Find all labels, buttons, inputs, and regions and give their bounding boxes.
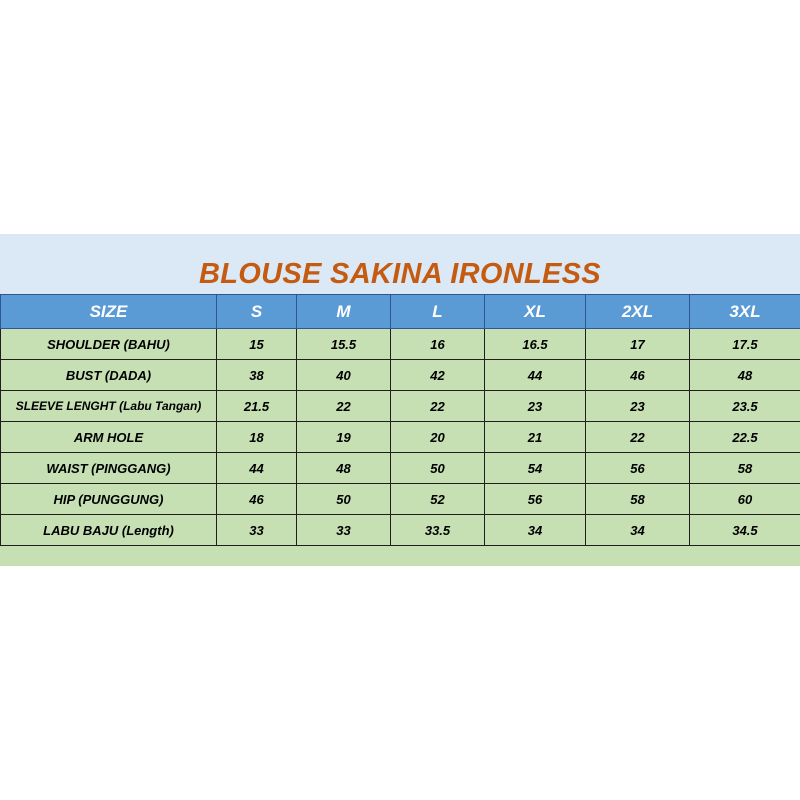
- cell: 56: [485, 484, 586, 515]
- cell: 22.5: [690, 422, 800, 453]
- cell: 34: [485, 515, 586, 546]
- cell: 23: [485, 391, 586, 422]
- cell: 21: [485, 422, 586, 453]
- size-table: [0, 294, 800, 546]
- cell: 40: [297, 360, 391, 391]
- header-l: L: [391, 295, 485, 329]
- header-size: SIZE: [1, 295, 217, 329]
- table-header-row: [1, 295, 800, 329]
- cell: 48: [297, 453, 391, 484]
- cell: 22: [586, 422, 690, 453]
- cell: 22: [297, 391, 391, 422]
- cell: 22: [391, 391, 485, 422]
- table-row: [1, 453, 800, 484]
- header-2xl: 2XL: [586, 295, 690, 329]
- cell: 56: [586, 453, 690, 484]
- row-label: WAIST (PINGGANG): [1, 453, 217, 484]
- table-row: [1, 360, 800, 391]
- size-chart: [0, 234, 800, 566]
- cell: 34.5: [690, 515, 800, 546]
- cell: 33: [297, 515, 391, 546]
- header-xl: XL: [485, 295, 586, 329]
- header-3xl: 3XL: [690, 295, 800, 329]
- cell: 21.5: [217, 391, 297, 422]
- cell: 58: [690, 453, 800, 484]
- table-row: [1, 484, 800, 515]
- cell: 44: [485, 360, 586, 391]
- table-row: [1, 391, 800, 422]
- row-label: HIP (PUNGGUNG): [1, 484, 217, 515]
- footer-band: [0, 546, 800, 566]
- cell: 16: [391, 329, 485, 360]
- cell: 46: [217, 484, 297, 515]
- row-label: LABU BAJU (Length): [1, 515, 217, 546]
- chart-title: BLOUSE SAKINA IRONLESS: [199, 258, 601, 290]
- table-row: [1, 422, 800, 453]
- cell: 15.5: [297, 329, 391, 360]
- cell: 50: [297, 484, 391, 515]
- cell: 20: [391, 422, 485, 453]
- cell: 19: [297, 422, 391, 453]
- table-row: [1, 515, 800, 546]
- cell: 38: [217, 360, 297, 391]
- cell: 42: [391, 360, 485, 391]
- cell: 33.5: [391, 515, 485, 546]
- cell: 17.5: [690, 329, 800, 360]
- cell: 17: [586, 329, 690, 360]
- cell: 34: [586, 515, 690, 546]
- cell: 50: [391, 453, 485, 484]
- row-label: SHOULDER (BAHU): [1, 329, 217, 360]
- row-label: SLEEVE LENGHT (Labu Tangan): [1, 391, 217, 422]
- cell: 23: [586, 391, 690, 422]
- cell: 23.5: [690, 391, 800, 422]
- table-row: [1, 329, 800, 360]
- cell: 16.5: [485, 329, 586, 360]
- cell: 52: [391, 484, 485, 515]
- cell: 44: [217, 453, 297, 484]
- cell: 18: [217, 422, 297, 453]
- row-label: ARM HOLE: [1, 422, 217, 453]
- cell: 58: [586, 484, 690, 515]
- cell: 33: [217, 515, 297, 546]
- header-s: S: [217, 295, 297, 329]
- row-label: BUST (DADA): [1, 360, 217, 391]
- cell: 54: [485, 453, 586, 484]
- cell: 15: [217, 329, 297, 360]
- cell: 48: [690, 360, 800, 391]
- cell: 46: [586, 360, 690, 391]
- header-m: M: [297, 295, 391, 329]
- cell: 60: [690, 484, 800, 515]
